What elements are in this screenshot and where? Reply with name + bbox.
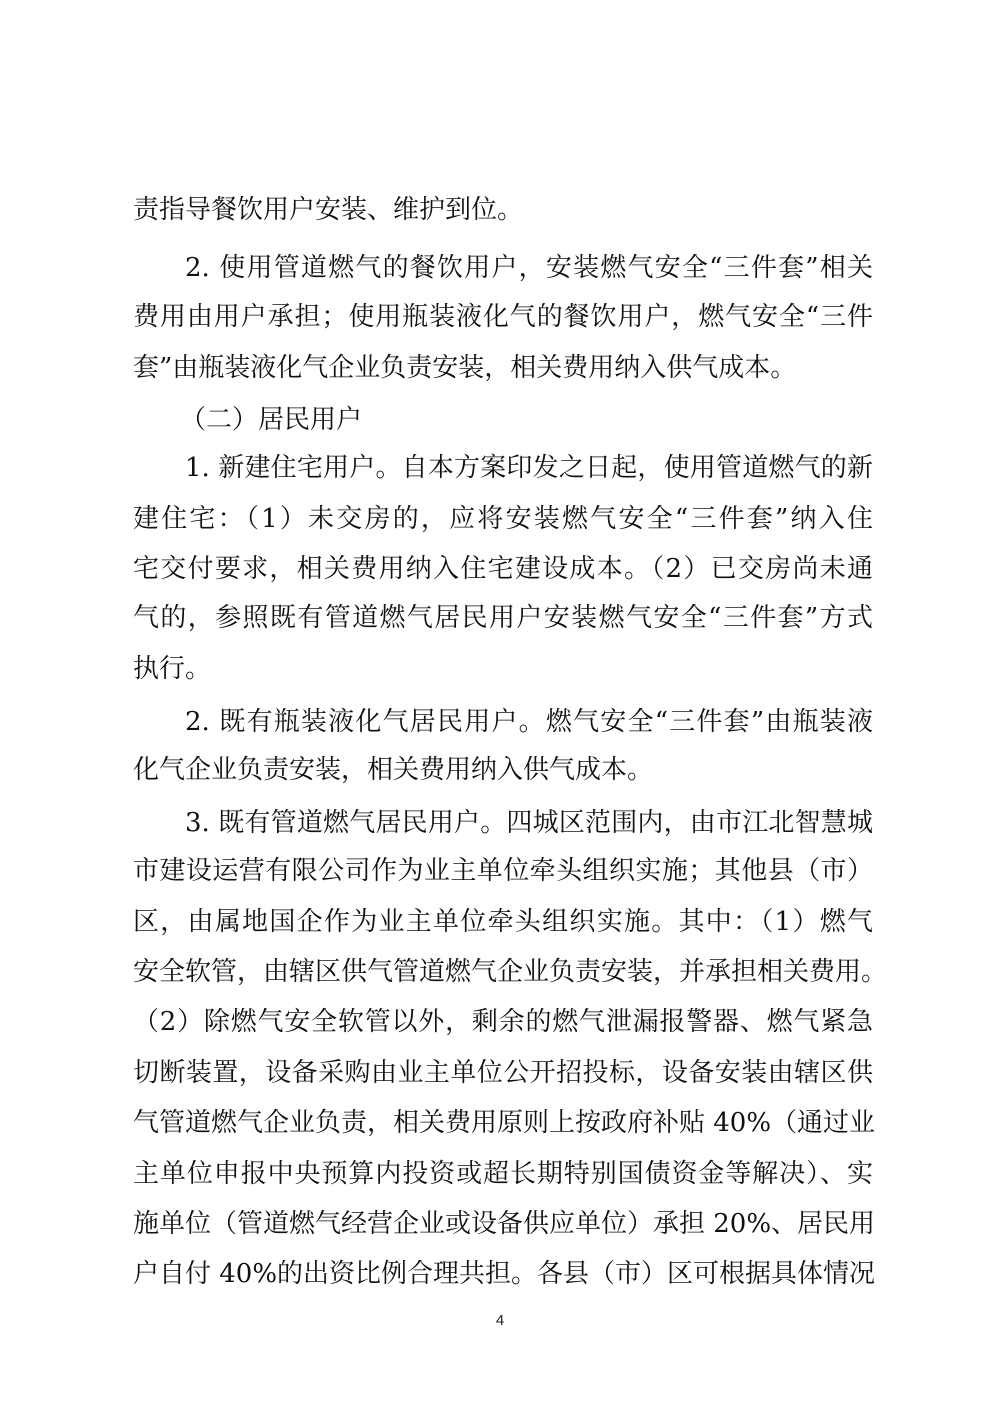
text-line: 2. 既有瓶装液化气居民用户。燃气安全“三件套”由瓶装液	[185, 707, 873, 737]
text-line: 切断装置，设备采购由业主单位公开招投标，设备安装由辖区供	[133, 1058, 873, 1088]
text-line: 1. 新建住宅用户。自本方案印发之日起，使用管道燃气的新	[185, 453, 873, 483]
text-line: 3. 既有管道燃气居民用户。四城区范围内，由市江北智慧城	[185, 808, 873, 838]
text-line: 套”由瓶装液化气企业负责安装，相关费用纳入供气成本。	[133, 353, 797, 383]
text-line: 2. 使用管道燃气的餐饮用户，安装燃气安全“三件套”相关	[185, 253, 873, 283]
section-heading: （二）居民用户	[180, 405, 363, 435]
text-line: 户自付 40%的出资比例合理共担。各县（市）区可根据具体情况	[133, 1259, 876, 1289]
text-line: 气的，参照既有管道燃气居民用户安装燃气安全“三件套”方式	[133, 603, 873, 633]
text-line: 施单位（管道燃气经营企业或设备供应单位）承担 20%、居民用	[133, 1209, 876, 1239]
text-line: 费用由用户承担；使用瓶装液化气的餐饮用户，燃气安全“三件	[133, 302, 873, 332]
text-line: 主单位申报中央预算内投资或超长期特别国债资金等解决）、实	[133, 1159, 873, 1189]
text-line: 安全软管，由辖区供气管道燃气企业负责安装，并承担相关费用。	[133, 957, 888, 987]
text-line: 宅交付要求，相关费用纳入住宅建设成本。（2）已交房尚未通	[133, 554, 873, 584]
text-line: 责指导餐饮用户安装、维护到位。	[133, 195, 524, 225]
page-number: 4	[495, 1312, 505, 1329]
text-line: 气管道燃气企业负责，相关费用原则上按政府补贴 40%（通过业	[133, 1108, 876, 1138]
text-line: （2）除燃气安全软管以外，剩余的燃气泄漏报警器、燃气紧急	[133, 1007, 873, 1037]
text-line: 区，由属地国企作为业主单位牵头组织实施。其中：（1）燃气	[133, 907, 873, 937]
text-line: 市建设运营有限公司作为业主单位牵头组织实施；其他县（市）	[133, 856, 873, 886]
text-line: 建住宅：（1）未交房的，应将安装燃气安全“三件套”纳入住	[133, 504, 873, 534]
text-line: 化气企业负责安装，相关费用纳入供气成本。	[133, 755, 654, 785]
text-line: 执行。	[133, 654, 212, 684]
